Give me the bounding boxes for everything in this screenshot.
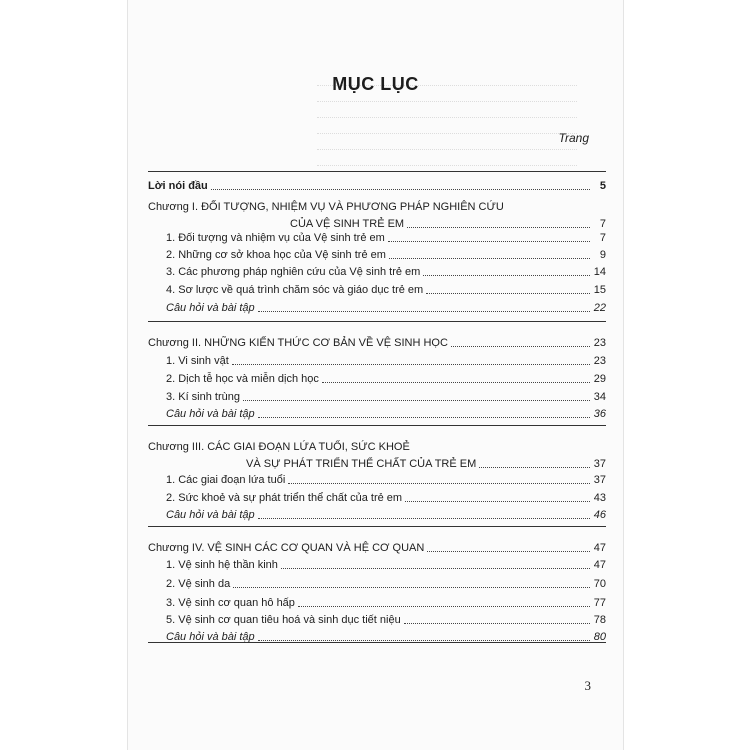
toc-entry-label: Chương I. ĐỐI TƯỢNG, NHIỆM VỤ VÀ PHƯƠNG PHÁP NGHIÊN CỨU bbox=[148, 201, 504, 213]
toc-entry bbox=[148, 282, 606, 297]
toc-entry bbox=[148, 335, 606, 350]
toc-entry bbox=[148, 507, 606, 522]
toc-leader-dots bbox=[258, 640, 590, 641]
toc-entry bbox=[148, 540, 606, 555]
toc-entry-label: 3. Vệ sinh cơ quan hô hấp bbox=[166, 597, 295, 609]
chapter-divider bbox=[148, 425, 606, 426]
toc-entry-label: 2. Sức khoẻ và sự phát triển thể chất của trẻ em bbox=[166, 492, 403, 504]
toc-leader-dots bbox=[479, 467, 590, 468]
toc-leader-dots bbox=[407, 227, 590, 228]
toc-entry-label: 1. Vệ sinh hệ thần kinh bbox=[166, 559, 278, 571]
toc-entry bbox=[148, 472, 606, 487]
toc-leader-dots bbox=[322, 382, 590, 383]
toc-leader-dots bbox=[258, 311, 590, 312]
toc-entry-label: Câu hỏi và bài tập bbox=[166, 302, 255, 314]
toc-entry-page: 47 bbox=[593, 559, 606, 571]
toc-entry-page: 15 bbox=[593, 284, 606, 296]
toc-entry-page: 5 bbox=[599, 180, 606, 192]
toc-entry-label: 5. Vệ sinh cơ quan tiêu hoá và sinh dục tiết niệu bbox=[166, 614, 401, 626]
book-page bbox=[128, 0, 623, 750]
toc-entry bbox=[148, 300, 606, 315]
toc-entry-label: Câu hỏi và bài tập bbox=[166, 509, 255, 521]
toc-leader-dots bbox=[404, 623, 590, 624]
toc-entry bbox=[148, 199, 606, 214]
toc-entry-label: VÀ SỰ PHÁT TRIỂN THỂ CHẤT CỦA TRẺ EM bbox=[246, 458, 477, 470]
toc-entry-page: 23 bbox=[593, 355, 606, 367]
toc-entry-page: 29 bbox=[593, 373, 606, 385]
toc-entry-page: 9 bbox=[599, 249, 606, 261]
toc-entry-page: 7 bbox=[599, 218, 606, 230]
toc-entry-page: 77 bbox=[593, 597, 606, 609]
toc-entry-label: Lời nói đầu bbox=[148, 180, 208, 192]
chapter-divider bbox=[148, 526, 606, 527]
toc-entry-page: 37 bbox=[593, 458, 606, 470]
toc-entry-page: 36 bbox=[593, 408, 606, 420]
toc-entry-label: Câu hỏi và bài tập bbox=[166, 631, 255, 643]
toc-entry bbox=[148, 230, 606, 245]
header-rule bbox=[148, 171, 606, 172]
toc-entry-label: 4. Sơ lược về quá trình chăm sóc và giáo dục trẻ em bbox=[166, 284, 424, 296]
toc-leader-dots bbox=[232, 364, 590, 365]
toc-entry-label: Câu hỏi và bài tập bbox=[166, 408, 255, 420]
toc-entry-label: Chương IV. VỆ SINH CÁC CƠ QUAN VÀ HỆ CƠ QUAN bbox=[148, 542, 425, 554]
toc-leader-dots bbox=[243, 400, 590, 401]
toc-entry bbox=[148, 264, 606, 279]
page-number: 3 bbox=[584, 678, 591, 693]
toc-entry bbox=[148, 178, 606, 193]
toc-entry-label: 2. Vệ sinh da bbox=[166, 578, 231, 590]
toc-entry bbox=[148, 439, 606, 454]
chapter-divider bbox=[148, 321, 606, 322]
toc-entry bbox=[148, 406, 606, 421]
toc-leader-dots bbox=[233, 587, 590, 588]
toc-entry-label: 3. Kí sinh trùng bbox=[166, 391, 240, 403]
toc-entry bbox=[148, 612, 606, 627]
footer-rule bbox=[148, 642, 606, 643]
toc-entry-page: 14 bbox=[593, 266, 606, 278]
toc-entry-label: Chương II. NHỮNG KIẾN THỨC CƠ BẢN VỀ VỆ SINH HỌC bbox=[148, 337, 448, 349]
toc-entry-label: 1. Đối tượng và nhiệm vụ của Vệ sinh trẻ em bbox=[166, 232, 385, 244]
toc-entry bbox=[148, 557, 606, 572]
toc-entry bbox=[148, 216, 606, 231]
toc-entry bbox=[148, 389, 606, 404]
toc-entry bbox=[148, 456, 606, 471]
toc-leader-dots bbox=[451, 346, 590, 347]
toc-leader-dots bbox=[281, 568, 590, 569]
toc-entry-page: 78 bbox=[593, 614, 606, 626]
toc-leader-dots bbox=[423, 275, 590, 276]
toc-entry-page: 46 bbox=[593, 509, 606, 521]
toc-entry-page: 23 bbox=[593, 337, 606, 349]
toc-leader-dots bbox=[405, 501, 590, 502]
toc-entry-label: CỦA VỆ SINH TRẺ EM bbox=[290, 218, 405, 230]
toc-leader-dots bbox=[211, 189, 590, 190]
toc-entry bbox=[148, 371, 606, 386]
toc-entry bbox=[148, 595, 606, 610]
toc-entry bbox=[148, 247, 606, 262]
toc-entry-label: 2. Những cơ sở khoa học của Vệ sinh trẻ em bbox=[166, 249, 386, 261]
toc-entry-label: 1. Các giai đoạn lứa tuổi bbox=[166, 474, 286, 486]
toc-leader-dots bbox=[298, 606, 590, 607]
toc-entry-page: 22 bbox=[593, 302, 606, 314]
toc-entry-page: 80 bbox=[593, 631, 606, 643]
toc-entry-label: Chương III. CÁC GIAI ĐOẠN LỨA TUỔI, SỨC KHOẺ bbox=[148, 441, 410, 453]
page-column-label: Trang bbox=[558, 131, 589, 145]
toc-entry-label: 3. Các phương pháp nghiên cứu của Vệ sinh trẻ em bbox=[166, 266, 421, 278]
toc-leader-dots bbox=[426, 293, 590, 294]
toc-entry-page: 47 bbox=[593, 542, 606, 554]
toc-leader-dots bbox=[288, 483, 590, 484]
toc-entry bbox=[148, 490, 606, 505]
toc-leader-dots bbox=[258, 518, 590, 519]
toc-entry-page: 43 bbox=[593, 492, 606, 504]
toc-leader-dots bbox=[389, 258, 590, 259]
toc-entry bbox=[148, 353, 606, 368]
toc-entry-page: 7 bbox=[599, 232, 606, 244]
toc-leader-dots bbox=[258, 417, 590, 418]
toc-leader-dots bbox=[388, 241, 590, 242]
toc-entry-page: 70 bbox=[593, 578, 606, 590]
toc-entry-label: 1. Vi sinh vật bbox=[166, 355, 229, 367]
toc-entry-label: 2. Dịch tễ học và miễn dịch học bbox=[166, 373, 319, 385]
toc-entry-page: 34 bbox=[593, 391, 606, 403]
page-title: MỤC LỤC bbox=[332, 74, 419, 94]
toc-entry bbox=[148, 576, 606, 591]
toc-entry-page: 37 bbox=[593, 474, 606, 486]
toc-leader-dots bbox=[427, 551, 590, 552]
